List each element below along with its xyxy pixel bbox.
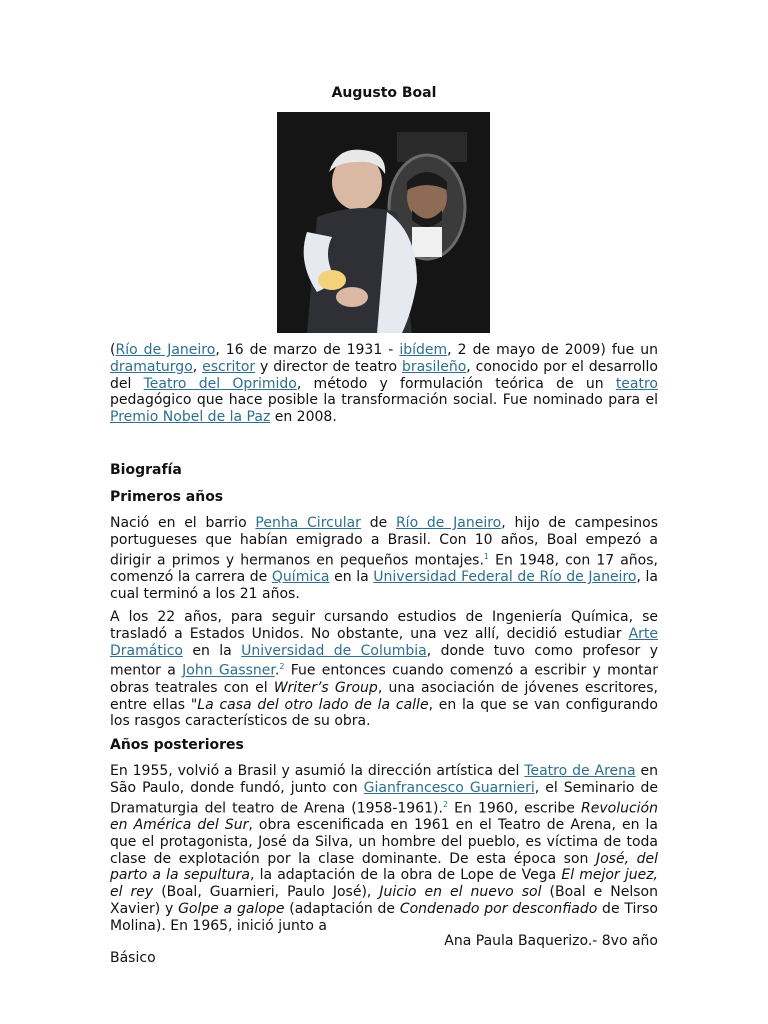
text: , la adaptación de la obra de Lope de Vega bbox=[250, 867, 562, 884]
text: En 1955, volvió a Brasil y asumió la dirección artística del bbox=[110, 763, 525, 779]
link-quimica[interactable]: Química bbox=[271, 569, 330, 586]
italic-text: Juicio en el nuevo sol bbox=[379, 884, 542, 901]
link-dramaturgo[interactable]: dramaturgo bbox=[110, 358, 193, 375]
link-rio-de-janeiro[interactable]: Río de Janeiro bbox=[115, 342, 216, 358]
text: en 2008. bbox=[270, 409, 337, 426]
text: (Boal e Nelson Xavier) y bbox=[110, 884, 658, 918]
heading-primeros-anos: Primeros años bbox=[110, 489, 224, 505]
text: En 1948, con 17 años, comenzó la carrera de bbox=[110, 552, 658, 586]
link-escritor[interactable]: escritor bbox=[202, 358, 256, 375]
text: en la bbox=[182, 642, 242, 659]
link-penha-circular[interactable]: Penha Circular bbox=[255, 515, 361, 531]
text: , en la que se van configurando los rasgos característicos de su obra. bbox=[110, 696, 658, 730]
heading-anos-posteriores: Años posteriores bbox=[110, 737, 244, 753]
text: en la bbox=[329, 569, 374, 586]
reference-1[interactable]: 1 bbox=[483, 551, 490, 561]
text: , hijo de campesinos portugueses que habían emigrado a Brasil. Con 10 años, Boal empezó a dirigir a primos y hermanos en pequeños montajes. bbox=[110, 515, 659, 569]
text: , 16 de marzo de 1931 - bbox=[215, 342, 400, 358]
text: pedagógico que hace posible la transformación social. Fue nominado para el bbox=[110, 392, 658, 409]
reference-2[interactable]: 2 bbox=[279, 662, 285, 672]
link-universidad-columbia[interactable]: Universidad de Columbia bbox=[241, 642, 427, 659]
text: , el Seminario de Dramaturgia del teatro de Arena (1958-1961). bbox=[110, 779, 659, 817]
text: y director de teatro bbox=[255, 358, 402, 375]
paragraph-primeros-1 bbox=[110, 515, 658, 603]
footer-author: Ana Paula Baquerizo.- 8vo año bbox=[444, 933, 658, 949]
heading-biografia: Biografía bbox=[110, 462, 182, 478]
text: , 2 de mayo de 2009) fue un bbox=[447, 342, 659, 358]
link-teatro-de-arena[interactable]: Teatro de Arena bbox=[524, 763, 636, 779]
italic-text: Writer’s Group bbox=[273, 679, 378, 696]
link-ufrj[interactable]: Universidad Federal de Río de Janeiro bbox=[373, 569, 637, 586]
text: (Boal, Guarnieri, Paulo José), bbox=[153, 884, 380, 901]
link-gianfrancesco-guarnieri[interactable]: Gianfrancesco Guarnieri bbox=[363, 779, 535, 796]
link-premio-nobel[interactable]: Premio Nobel de la Paz bbox=[110, 409, 271, 426]
footer-level: Básico bbox=[110, 949, 156, 966]
text: , donde tuvo como profesor y mentor a bbox=[110, 642, 658, 680]
paragraph-primeros-2 bbox=[110, 609, 658, 730]
text: , la cual terminó a los 21 años. bbox=[110, 569, 658, 602]
text: , bbox=[192, 358, 203, 375]
portrait-photo bbox=[277, 112, 490, 333]
text: , obra escenificada en 1961 en el Teatro de Arena, en la que el protagonista, José da Silva, un hombre del pueblo, es víctima de toda clase de explotación por la clase dominante. De esta época son bbox=[110, 817, 659, 867]
italic-text: José, del parto a la sepultura bbox=[110, 850, 658, 884]
link-john-gassner[interactable]: John Gassner bbox=[182, 663, 275, 680]
link-arte-dramatico[interactable]: Arte Dramático bbox=[110, 625, 658, 659]
text: Nació en el barrio bbox=[110, 515, 256, 531]
text: (adaptación de bbox=[284, 901, 400, 918]
link-brasileno[interactable]: brasileño bbox=[401, 358, 467, 375]
paragraph-posteriores bbox=[110, 763, 658, 935]
link-teatro[interactable]: teatro bbox=[615, 375, 658, 392]
text: , una asociación de jóvenes escritores, entre ellas " bbox=[110, 679, 658, 713]
link-teatro-del-oprimido[interactable]: Teatro del Oprimido bbox=[143, 375, 297, 392]
text: en São Paulo, donde fundó, junto con bbox=[110, 763, 659, 796]
text: ( bbox=[110, 342, 116, 358]
text: de bbox=[360, 515, 396, 531]
text: . bbox=[274, 663, 280, 680]
link-ibidem[interactable]: ibídem bbox=[399, 342, 448, 358]
text: de Tirso Molina). En 1965, inició junto a bbox=[110, 901, 658, 934]
text: En 1960, escribe bbox=[448, 800, 581, 817]
text: , método y formulación teórica de un bbox=[296, 375, 616, 392]
link-rio-de-janeiro[interactable]: Río de Janeiro bbox=[395, 515, 502, 531]
intro-paragraph bbox=[110, 342, 658, 426]
italic-text: Golpe a galope bbox=[178, 901, 285, 918]
italic-text: Condenado por desconfiado bbox=[399, 901, 598, 918]
italic-text: El mejor juez, el rey bbox=[110, 867, 659, 901]
italic-text: Revolución en América del Sur bbox=[110, 800, 658, 834]
page-footer bbox=[110, 933, 658, 967]
italic-text: La casa del otro lado de la calle bbox=[197, 696, 429, 713]
text: , conocido por el desarrollo del bbox=[110, 358, 658, 392]
portrait-illustration bbox=[277, 112, 490, 333]
reference-2[interactable]: 2 bbox=[442, 799, 449, 809]
text: Fue entonces cuando comenzó a escribir y montar obras teatrales con el bbox=[110, 663, 659, 696]
text: A los 22 años, para seguir cursando estudios de Ingeniería Química, se trasladó a Estados Unidos. No obstante, una vez allí, decidió estudiar bbox=[110, 609, 658, 642]
page-title: Augusto Boal bbox=[331, 85, 437, 101]
